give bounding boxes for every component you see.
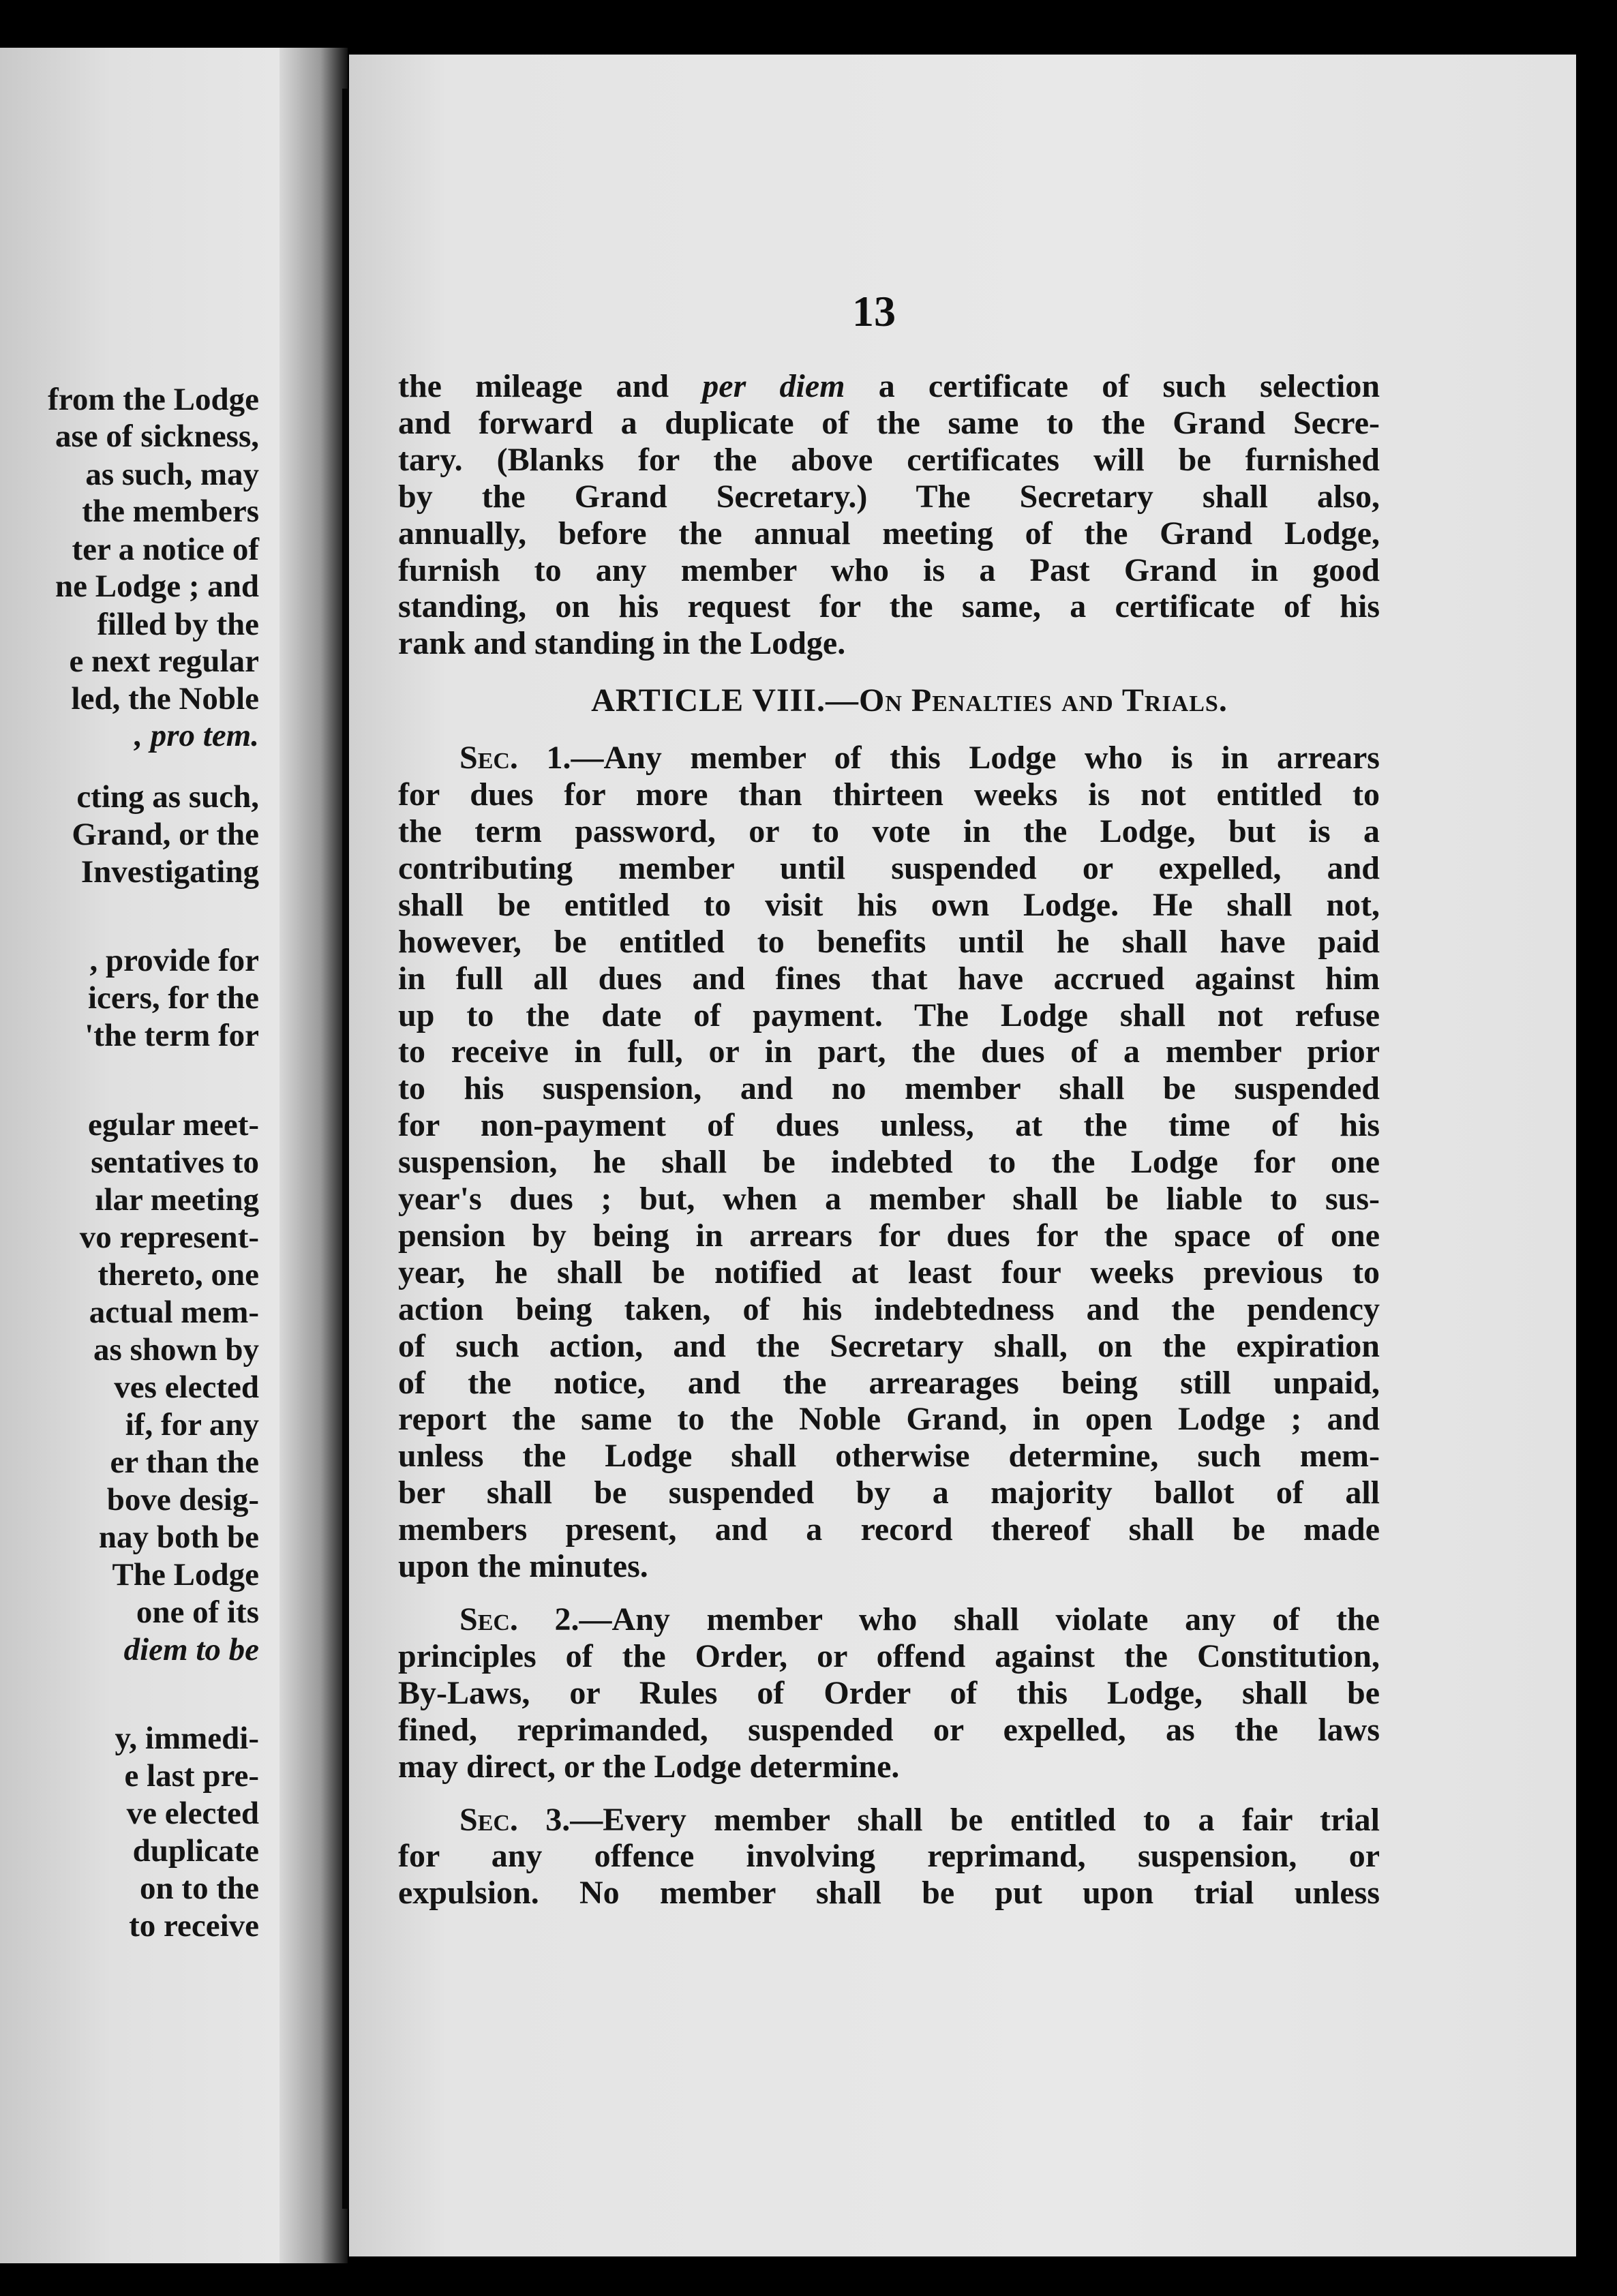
left-page-fragment: [0, 48, 279, 2263]
text-line: to receive in full, or in part, the dues of a member prior: [398, 1033, 1380, 1070]
book-gutter: [279, 48, 348, 2263]
left-line: Grand, or the: [72, 817, 259, 852]
left-line: vo represent-: [79, 1220, 259, 1255]
left-line: to receive: [129, 1908, 259, 1944]
text-line: in full all dues and fines that have accrued against him: [398, 960, 1380, 997]
text-line: however, be entitled to benefits until he shall have paid: [398, 923, 1380, 960]
text-line: and forward a duplicate of the same to the Grand Secre-: [398, 404, 1380, 441]
text-line: year's dues ; but, when a member shall be liable to sus-: [398, 1181, 1380, 1218]
text-line: annually, before the annual meeting of the Grand Lodge,: [398, 515, 1380, 552]
text-line: the mileage and per diem a certificate of such selection: [398, 368, 1380, 404]
text-line: rank and standing in the Lodge.: [398, 625, 846, 662]
left-line: cting as such,: [76, 779, 259, 815]
article-heading: [398, 682, 1380, 719]
left-line: ase of sickness,: [55, 419, 259, 454]
left-line: filled by the: [97, 607, 259, 642]
left-line: , pro tem.: [134, 718, 259, 753]
section-label: Sec. 3.: [459, 1801, 571, 1838]
text-line: shall be entitled to visit his own Lodge. He shall not,: [398, 886, 1380, 923]
text-line: contributing member until suspended or expelled, and: [398, 849, 1380, 886]
text-line: principles of the Order, or offend against the Constitution,: [398, 1637, 1380, 1674]
left-line: led, the Noble: [71, 681, 259, 716]
text-line: the term password, or to vote in the Lodge, but is a: [398, 813, 1380, 849]
left-line: e last pre-: [124, 1758, 259, 1794]
text-line: to his suspension, and no member shall be suspended: [398, 1070, 1380, 1107]
left-line: diem to be: [123, 1632, 259, 1667]
article-heading-prefix: ARTICLE VIII.—: [591, 682, 860, 719]
text-line: pension by being in arrears for dues for the space of one: [398, 1217, 1380, 1254]
text-line: may direct, or the Lodge determine.: [398, 1748, 900, 1785]
text-line: report the same to the Noble Grand, in open Lodge ; and: [398, 1401, 1380, 1438]
left-line: nay both be: [98, 1520, 259, 1555]
text-line: standing, on his request for the same, a certificate of his: [398, 588, 1380, 625]
text-line: unless the Lodge shall otherwise determine, such mem-: [398, 1438, 1380, 1475]
left-line: one of its: [136, 1595, 259, 1630]
text-line: for any offence involving reprimand, suspension, or: [398, 1838, 1380, 1875]
text-line: fined, reprimanded, suspended or expelled, as the laws: [398, 1711, 1380, 1748]
text-line: furnish to any member who is a Past Grand in good: [398, 552, 1380, 588]
left-line: the members: [82, 494, 259, 529]
text-line: Sec. 1.—Any member of this Lodge who is in arrears: [459, 740, 1380, 776]
left-line: sentatives to: [91, 1145, 259, 1180]
text-line: members present, and a record thereof shall be made: [398, 1511, 1380, 1548]
right-page: [349, 55, 1576, 2256]
left-line: y, immedi-: [115, 1721, 259, 1756]
text-line: of such action, and the Secretary shall, on the expiration: [398, 1327, 1380, 1364]
left-line: if, for any: [125, 1407, 259, 1442]
article-heading-title: On Penalties and Trials.: [859, 682, 1228, 719]
left-line: , provide for: [89, 943, 259, 978]
text-line: action being taken, of his indebtedness and the pendency: [398, 1290, 1380, 1327]
left-line: ter a notice of: [72, 532, 259, 567]
text-line: year, he shall be notified at least four weeks previous to: [398, 1254, 1380, 1290]
left-line: The Lodge: [112, 1557, 259, 1592]
text-line: By-Laws, or Rules of Order of this Lodge, shall be: [398, 1674, 1380, 1711]
text-line: Sec. 2.—Any member who shall violate any of the: [459, 1601, 1380, 1637]
left-line: ve elected: [126, 1796, 259, 1831]
left-line: as shown by: [93, 1332, 259, 1368]
left-line: ves elected: [114, 1370, 259, 1405]
left-line: ılar meeting: [95, 1182, 259, 1218]
page-body: [398, 368, 1380, 1912]
text-line: for non-payment of dues unless, at the time of his: [398, 1107, 1380, 1144]
left-line: as such, may: [85, 457, 259, 492]
section-label: Sec. 1.: [459, 740, 571, 776]
text-line: of the notice, and the arrearages being still unpaid,: [398, 1364, 1380, 1401]
text-line: suspension, he shall be indebted to the Lodge for one: [398, 1144, 1380, 1181]
text-line: tary. (Blanks for the above certificates will be furnished: [398, 441, 1380, 478]
left-line: Investigating: [80, 854, 259, 890]
left-line: 'the term for: [85, 1018, 259, 1053]
page-fold-shadow: [342, 89, 349, 2209]
left-line: e next regular: [69, 644, 259, 679]
left-line: icers, for the: [88, 980, 259, 1016]
left-line: egular meet-: [88, 1107, 259, 1143]
left-line: actual mem-: [89, 1295, 259, 1330]
left-line: from the Lodge: [48, 382, 259, 417]
left-line: bove desig-: [106, 1482, 259, 1517]
text-line: up to the date of payment. The Lodge shall not refuse: [398, 997, 1380, 1033]
left-line: thereto, one: [97, 1257, 259, 1293]
text-line: upon the minutes.: [398, 1548, 648, 1585]
text-line: by the Grand Secretary.) The Secretary shall also,: [398, 478, 1380, 515]
section-label: Sec. 2.: [459, 1601, 579, 1637]
left-line: duplicate: [132, 1833, 259, 1869]
text-line: Sec. 3.—Every member shall be entitled to a fair trial: [459, 1801, 1380, 1838]
text-line: expulsion. No member shall be put upon trial unless: [398, 1875, 1380, 1912]
left-line: on to the: [140, 1871, 259, 1906]
text-line: for dues for more than thirteen weeks is not entitled to: [398, 776, 1380, 813]
page-number: 13: [852, 287, 896, 335]
text-line: ber shall be suspended by a majority ballot of all: [398, 1475, 1380, 1511]
left-line: er than the: [110, 1445, 259, 1480]
left-line: ne Lodge ; and: [55, 569, 259, 604]
